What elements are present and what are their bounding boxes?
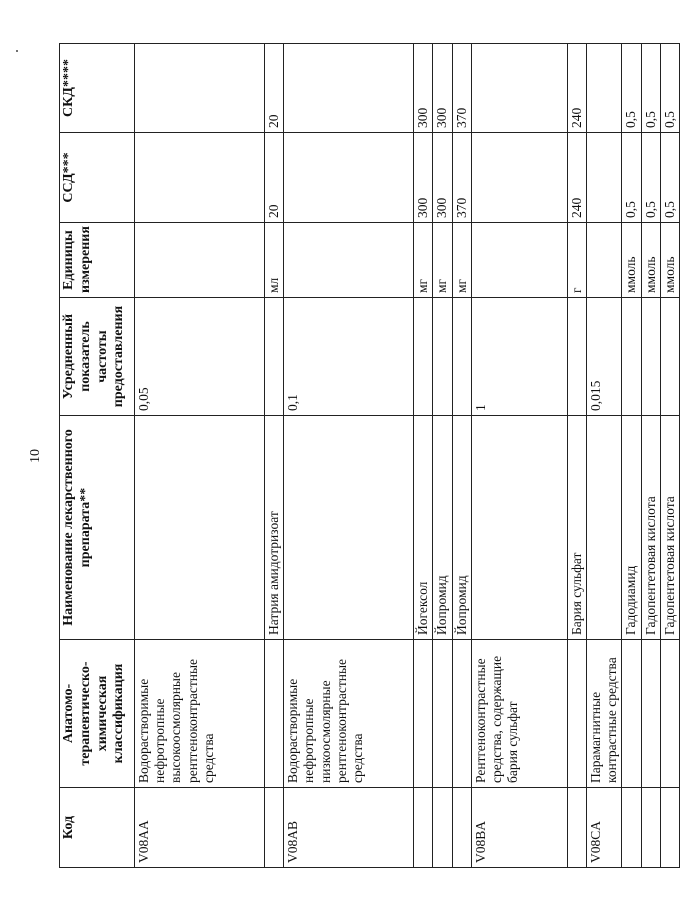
table-body — [135, 44, 680, 868]
cell-units: ммоль — [660, 223, 679, 298]
cell-drug-name: Йогексол — [414, 416, 433, 640]
cell-skd: 300 — [414, 44, 433, 133]
table-row — [586, 44, 621, 868]
table-header-row — [60, 44, 135, 868]
cell-drug-name: Гадопентетовая кислота — [641, 416, 660, 640]
cell-code: V08AA — [135, 788, 265, 868]
cell-units: мг — [414, 223, 433, 298]
cell-drug-name — [586, 416, 621, 640]
cell-atc-classification — [414, 640, 433, 788]
cell-skd — [586, 44, 621, 133]
cell-ssd: 0,5 — [622, 133, 641, 223]
cell-atc-classification: Водорастворимые нефротропные высокоосмолярные рентгеноконтрастные средства — [135, 640, 265, 788]
cell-code — [641, 788, 660, 868]
table-row — [452, 44, 471, 868]
cell-atc-classification — [452, 640, 471, 788]
table-row — [622, 44, 641, 868]
cell-atc-classification — [641, 640, 660, 788]
cell-units: ммоль — [622, 223, 641, 298]
table-row — [641, 44, 660, 868]
cell-atc-classification: Водорастворимые нефротропные низкоосмолярные рентгеноконтрастные средства — [284, 640, 414, 788]
cell-drug-name — [471, 416, 567, 640]
cell-skd: 0,5 — [641, 44, 660, 133]
cell-code: V08AB — [284, 788, 414, 868]
table-row — [284, 44, 414, 868]
table-row — [471, 44, 567, 868]
cell-units: мл — [265, 223, 284, 298]
cell-drug-name: Йопромид — [452, 416, 471, 640]
cell-code — [414, 788, 433, 868]
cell-ssd: 0,5 — [641, 133, 660, 223]
cell-frequency: 0,015 — [586, 298, 621, 416]
cell-code — [452, 788, 471, 868]
cell-ssd: 240 — [567, 133, 586, 223]
cell-frequency — [452, 298, 471, 416]
page-number: 10 — [28, 449, 43, 463]
cell-code — [622, 788, 641, 868]
cell-ssd: 20 — [265, 133, 284, 223]
cell-units — [284, 223, 414, 298]
cell-atc-classification: Рентгеноконтрастные средства, содержащие бария сульфат — [471, 640, 567, 788]
rotated-table-container — [59, 44, 677, 868]
cell-skd: 240 — [567, 44, 586, 133]
cell-skd — [284, 44, 414, 133]
cell-atc-classification — [433, 640, 452, 788]
cell-frequency: 0,1 — [284, 298, 414, 416]
header-ssd: ССД*** — [60, 133, 135, 223]
cell-ssd: 300 — [414, 133, 433, 223]
cell-frequency: 1 — [471, 298, 567, 416]
table-row — [660, 44, 679, 868]
cell-drug-name: Йопромид — [433, 416, 452, 640]
cell-drug-name: Бария сульфат — [567, 416, 586, 640]
cell-units — [135, 223, 265, 298]
cell-skd — [135, 44, 265, 133]
header-atc-classification: Анатомо-терапевтическо-химическая классификация — [60, 640, 135, 788]
cell-frequency — [660, 298, 679, 416]
medication-table — [59, 43, 680, 868]
cell-atc-classification — [567, 640, 586, 788]
cell-code — [265, 788, 284, 868]
cell-units — [471, 223, 567, 298]
table-row — [567, 44, 586, 868]
cell-skd: 0,5 — [622, 44, 641, 133]
scan-speck — [16, 50, 18, 52]
cell-atc-classification — [265, 640, 284, 788]
cell-units: мг — [452, 223, 471, 298]
header-skd: СКД**** — [60, 44, 135, 133]
cell-code: V08BA — [471, 788, 567, 868]
cell-skd: 370 — [452, 44, 471, 133]
cell-skd: 0,5 — [660, 44, 679, 133]
cell-code: V08CA — [586, 788, 621, 868]
cell-frequency — [265, 298, 284, 416]
cell-ssd — [284, 133, 414, 223]
table-row — [265, 44, 284, 868]
table-row — [433, 44, 452, 868]
cell-atc-classification: Парамагнитные контрастные средства — [586, 640, 621, 788]
cell-drug-name: Натрия амидотризоат — [265, 416, 284, 640]
cell-frequency — [641, 298, 660, 416]
table-row — [414, 44, 433, 868]
cell-ssd: 300 — [433, 133, 452, 223]
cell-drug-name — [284, 416, 414, 640]
cell-ssd: 0,5 — [660, 133, 679, 223]
cell-drug-name — [135, 416, 265, 640]
cell-skd: 300 — [433, 44, 452, 133]
cell-frequency: 0,05 — [135, 298, 265, 416]
cell-ssd — [586, 133, 621, 223]
cell-frequency — [622, 298, 641, 416]
table-row — [135, 44, 265, 868]
cell-frequency — [433, 298, 452, 416]
cell-code — [660, 788, 679, 868]
cell-drug-name: Гадопентетовая кислота — [660, 416, 679, 640]
cell-units: г — [567, 223, 586, 298]
cell-skd: 20 — [265, 44, 284, 133]
cell-code — [433, 788, 452, 868]
cell-ssd — [135, 133, 265, 223]
cell-atc-classification — [622, 640, 641, 788]
header-frequency: Усредненный показатель частоты предоставления — [60, 298, 135, 416]
cell-ssd: 370 — [452, 133, 471, 223]
cell-frequency — [567, 298, 586, 416]
header-code: Код — [60, 788, 135, 868]
cell-code — [567, 788, 586, 868]
cell-units: мг — [433, 223, 452, 298]
cell-frequency — [414, 298, 433, 416]
header-units: Единицы измерения — [60, 223, 135, 298]
cell-ssd — [471, 133, 567, 223]
header-drug-name: Наименование лекарственного препарата** — [60, 416, 135, 640]
cell-drug-name: Гадодиамид — [622, 416, 641, 640]
cell-atc-classification — [660, 640, 679, 788]
cell-units: ммоль — [641, 223, 660, 298]
cell-units — [586, 223, 621, 298]
cell-skd — [471, 44, 567, 133]
